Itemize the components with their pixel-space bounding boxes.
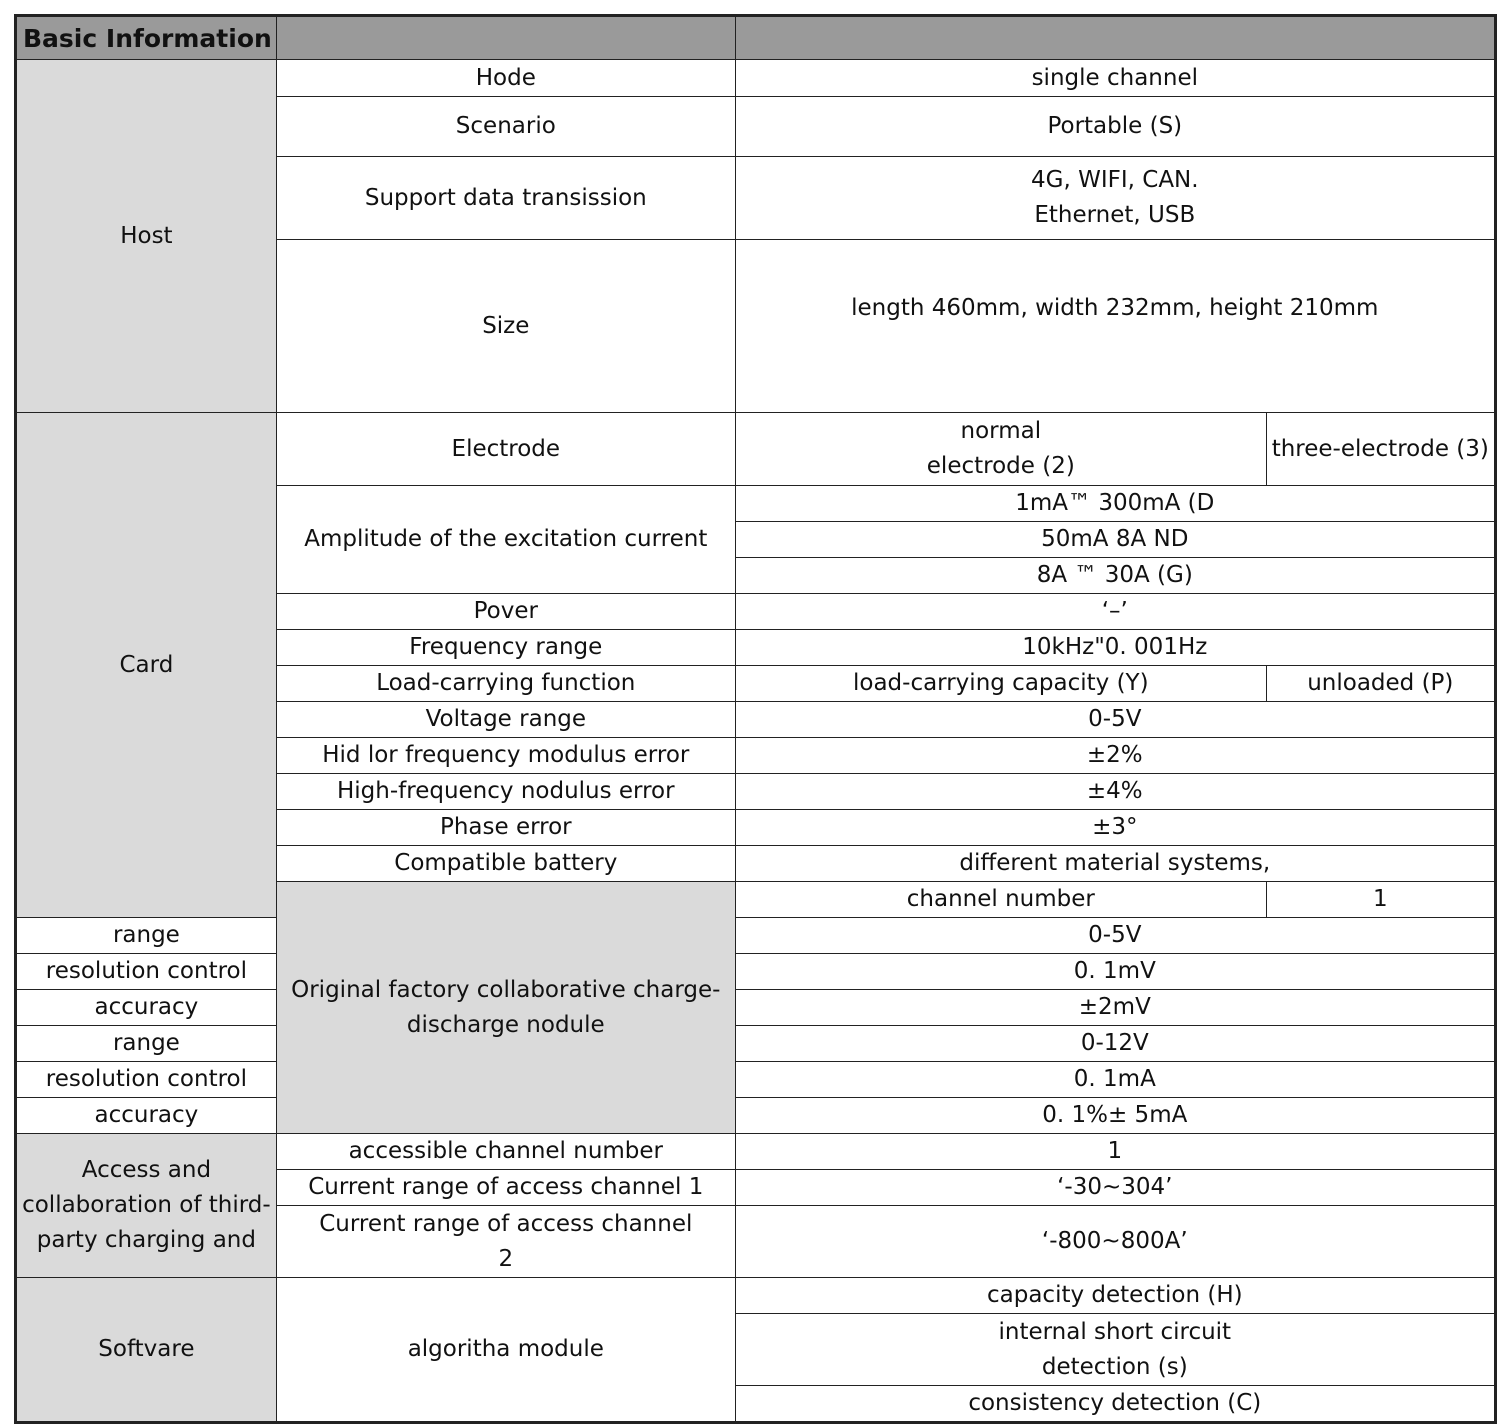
row-label: Size — [276, 240, 735, 413]
group-host: Host — [16, 60, 277, 413]
row-value: different material systems, — [735, 846, 1495, 882]
group-access: Access and collaboration of third-party charging and — [16, 1134, 277, 1278]
row-value: three-electrode (3) — [1266, 413, 1495, 486]
row-value: 50mA 8A ND — [735, 522, 1495, 558]
row-label: Amplitude of the excitation current — [276, 486, 735, 594]
table-row — [16, 990, 1496, 1026]
row-value: ±3° — [735, 810, 1495, 846]
table-row — [16, 1026, 1496, 1062]
row-value — [735, 240, 1495, 413]
header-blank-1 — [276, 16, 735, 60]
row-label: resolution control — [16, 954, 277, 990]
row-label: Phase error — [276, 810, 735, 846]
row-label: accuracy — [16, 990, 277, 1026]
row-value: 8A ™ 30A (G) — [735, 558, 1495, 594]
table-row — [16, 1098, 1496, 1134]
table-row — [16, 1134, 1496, 1170]
table-row — [16, 1278, 1496, 1314]
row-value: 10kHz"0. 001Hz — [735, 630, 1495, 666]
table-row — [16, 954, 1496, 990]
row-label: Support data transission — [276, 157, 735, 240]
row-value: internal short circuit detection (s) — [735, 1314, 1495, 1386]
row-value-multiline — [735, 157, 1495, 240]
row-value: 0. 1mA — [735, 1062, 1495, 1098]
header-blank-2 — [735, 16, 1495, 60]
row-label: Current range of access channel 1 — [276, 1170, 735, 1206]
row-label: range — [16, 1026, 277, 1062]
row-label: accessible channel number — [276, 1134, 735, 1170]
row-label: Hid lor frequency modulus error — [276, 738, 735, 774]
row-label: Voltage range — [276, 702, 735, 738]
row-value: Portable (S) — [735, 97, 1495, 157]
row-label: resolution control — [16, 1062, 277, 1098]
table-row — [16, 60, 1496, 97]
size-value: length 460mm, width 232mm, height 210mm — [851, 294, 1379, 321]
row-label: Pover — [276, 594, 735, 630]
row-label: algoritha module — [276, 1278, 735, 1423]
row-value: ‘-30~304’ — [735, 1170, 1495, 1206]
row-label: Load-carrying function — [276, 666, 735, 702]
row-value: 0-5V — [735, 702, 1495, 738]
row-label: Compatible battery — [276, 846, 735, 882]
row-value: single channel — [735, 60, 1495, 97]
row-value: ±2% — [735, 738, 1495, 774]
row-value: 1 — [735, 1134, 1495, 1170]
row-value: ±2mV — [735, 990, 1495, 1026]
row-label: Hode — [276, 60, 735, 97]
table-row — [16, 1062, 1496, 1098]
row-label: Scenario — [276, 97, 735, 157]
row-label: High-frequency nodulus error — [276, 774, 735, 810]
row-label: channel number — [735, 882, 1266, 918]
row-label: Frequency range — [276, 630, 735, 666]
row-value: 0-5V — [735, 918, 1495, 954]
row-label: Electrode — [276, 413, 735, 486]
table-row — [16, 918, 1496, 954]
value-line: normal — [960, 418, 1042, 444]
row-value: load-carrying capacity (Y) — [735, 666, 1266, 702]
row-value: 0-12V — [735, 1026, 1495, 1062]
row-value: consistency detection (C) — [735, 1386, 1495, 1423]
group-software: Softvare — [16, 1278, 277, 1423]
row-value: ±4% — [735, 774, 1495, 810]
row-value: 1mA™ 300mA (D — [735, 486, 1495, 522]
table-row — [16, 413, 1496, 486]
group-factory: Original factory collaborative charge-discharge nodule — [276, 882, 735, 1134]
row-value: 0. 1mV — [735, 954, 1495, 990]
value-line: 4G, WIFI, CAN. — [1031, 167, 1199, 193]
row-value: capacity detection (H) — [735, 1278, 1495, 1314]
row-value: ‘–’ — [735, 594, 1495, 630]
row-value: 0. 1%± 5mA — [735, 1098, 1495, 1134]
row-value: unloaded (P) — [1266, 666, 1495, 702]
row-value-multiline — [735, 413, 1266, 486]
spec-table — [14, 14, 1497, 1424]
value-line: Ethernet, USB — [1034, 202, 1196, 228]
row-label: range — [16, 918, 277, 954]
row-value: ‘-800~800A’ — [735, 1206, 1495, 1278]
row-value: 1 — [1266, 882, 1495, 918]
group-card: Card — [16, 413, 277, 918]
table-title: Basic Information — [16, 16, 277, 60]
row-label: Current range of access channel 2 — [276, 1206, 735, 1278]
header-row — [16, 16, 1496, 60]
row-label: accuracy — [16, 1098, 277, 1134]
value-line: electrode (2) — [926, 453, 1075, 479]
